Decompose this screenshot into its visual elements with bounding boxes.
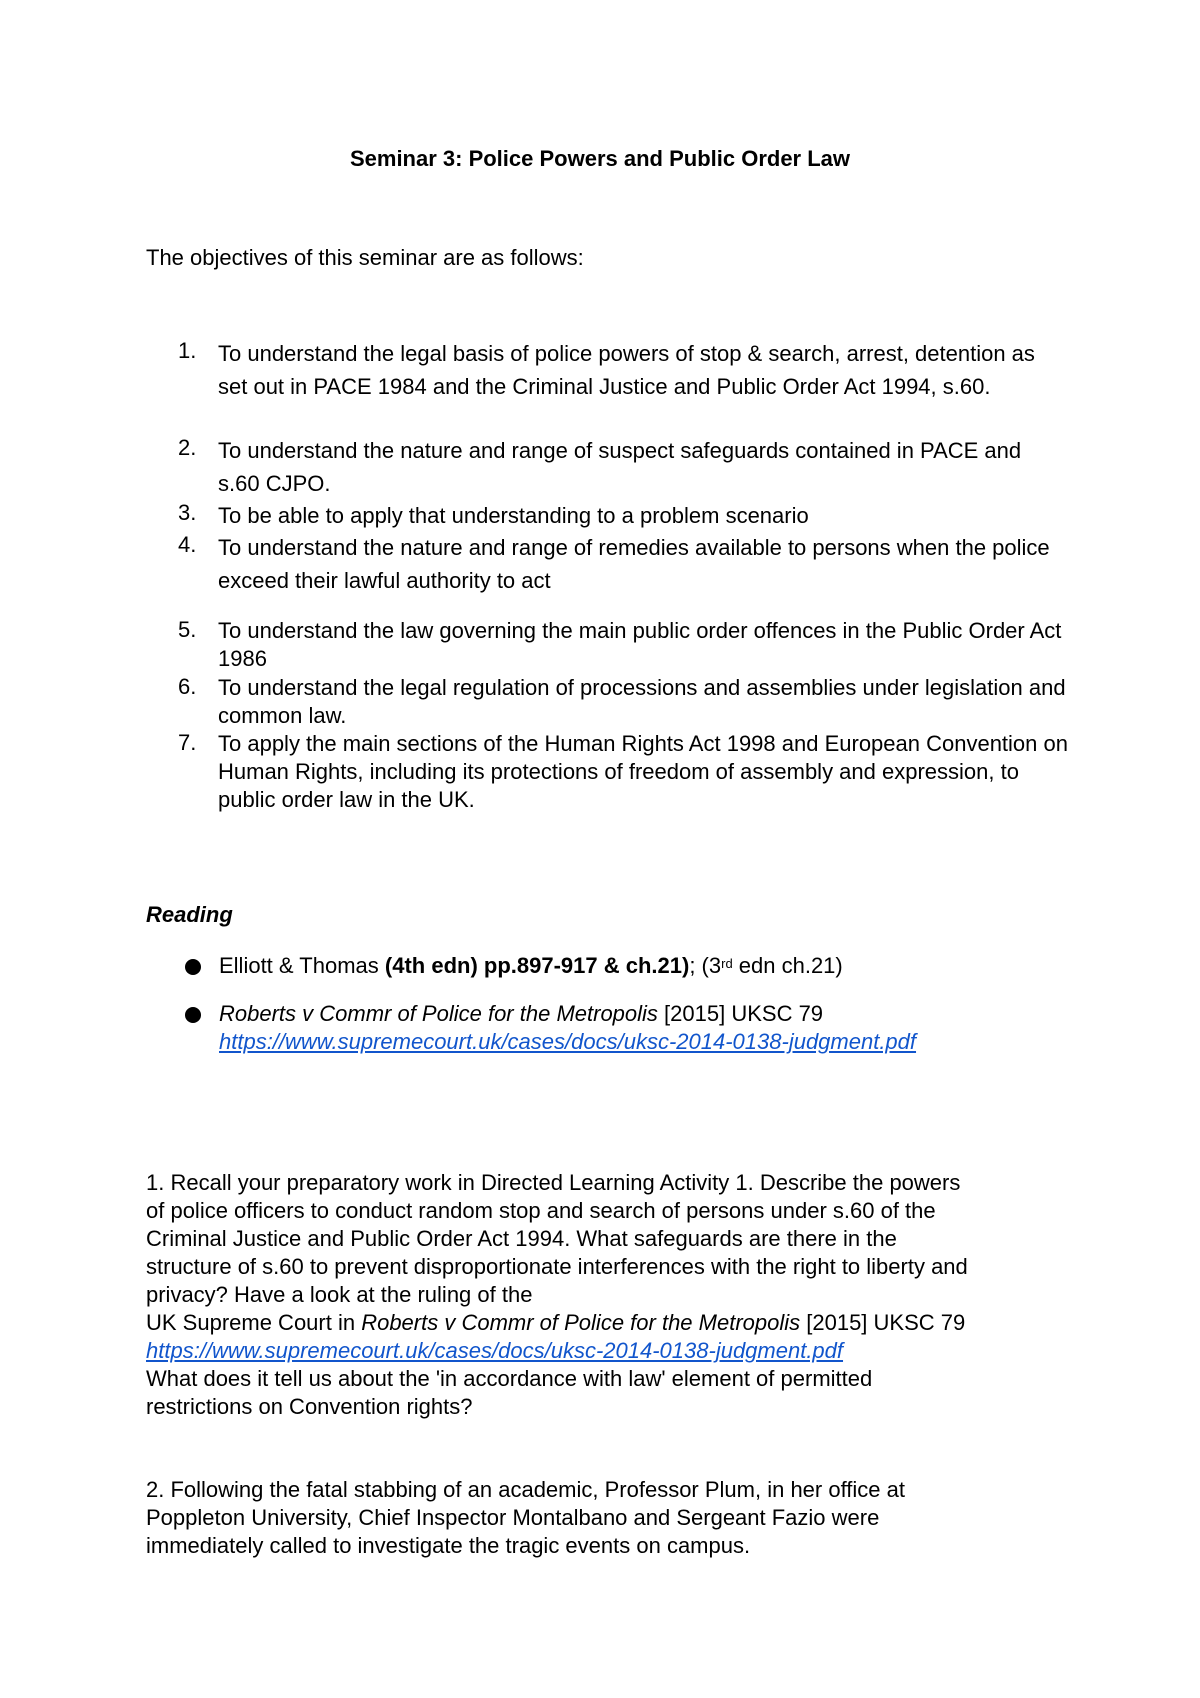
question-1-line: 1. Recall your preparatory work in Directed Learning Activity 1. Describe the powers <box>146 1170 961 1195</box>
objective-text: To understand the legal basis of police powers of stop & search, arrest, detention as set out in PACE 1984 and the Criminal Justice and Public Order Act 1994, s.60. <box>218 341 1035 399</box>
objective-number: 2. <box>178 435 197 460</box>
question-1-line: What does it tell us about the 'in accordance with law' element of permitted <box>146 1366 873 1391</box>
reading-item-text <box>219 952 1079 980</box>
objective-text: To apply the main sections of the Human Rights Act 1998 and European Convention on Human Rights, including its protections of freedom of assembly and expression, to public order law in the UK. <box>218 731 1068 812</box>
judgment-link[interactable]: https://www.supremecourt.uk/cases/docs/uksc-2014-0138-judgment.pdf <box>146 1338 844 1363</box>
question-2 <box>146 1476 1066 1560</box>
question-2-line: 2. Following the fatal stabbing of an academic, Professor Plum, in her office at <box>146 1477 905 1502</box>
question-2-line: Poppleton University, Chief Inspector Montalbano and Sergeant Fazio were <box>146 1505 880 1530</box>
case-name: Roberts v Commr of Police for the Metropolis <box>219 1001 658 1026</box>
bullet-icon <box>185 1007 201 1023</box>
question-1-court-line <box>146 1309 1066 1337</box>
objective-text: To be able to apply that understanding to a problem scenario <box>218 503 809 528</box>
reading-superscript: rd <box>721 956 733 971</box>
reading-author: Elliott & Thomas <box>219 953 385 978</box>
objective-number: 7. <box>178 730 197 755</box>
page-title: Seminar 3: Police Powers and Public Order Law <box>349 146 851 171</box>
objective-text: To understand the legal regulation of processions and assemblies under legislation and common law. <box>218 675 1066 728</box>
objective-number: 1. <box>178 338 197 363</box>
bullet-icon <box>185 959 201 975</box>
objective-text: To understand the law governing the main public order offences in the Public Order Act 1986 <box>218 618 1062 671</box>
objective-number: 6. <box>178 674 197 699</box>
intro-text: The objectives of this seminar are as follows: <box>146 245 584 270</box>
reading-separator: ; (3 <box>689 953 722 978</box>
reading-edition: (4th edn) pp.897-917 & ch.21) <box>384 953 690 978</box>
reading-item-text <box>219 1000 1079 1056</box>
question-1-line: Criminal Justice and Public Order Act 1994. What safeguards are there in the <box>146 1226 897 1251</box>
objective-number: 4. <box>178 532 197 557</box>
question-2-line: immediately called to investigate the tragic events on campus. <box>146 1533 751 1558</box>
objective-text: To understand the nature and range of suspect safeguards contained in PACE and s.60 CJPO. <box>218 438 1022 496</box>
objective-number: 3. <box>178 500 197 525</box>
question-1-line: structure of s.60 to prevent disproportionate interferences with the right to liberty and <box>146 1254 968 1279</box>
reading-alt-edition: edn ch.21) <box>732 953 843 978</box>
objective-text: To understand the nature and range of remedies available to persons when the police exceed their lawful authority to act <box>218 535 1050 593</box>
question-1 <box>146 1169 1066 1421</box>
judgment-link[interactable]: https://www.supremecourt.uk/cases/docs/uksc-2014-0138-judgment.pdf <box>219 1029 917 1054</box>
question-1-line: privacy? Have a look at the ruling of the <box>146 1282 533 1307</box>
case-citation: [2015] UKSC 79 <box>800 1310 966 1335</box>
question-1-line: restrictions on Convention rights? <box>146 1394 473 1419</box>
court-prefix: UK Supreme Court in <box>146 1310 362 1335</box>
question-1-line: of police officers to conduct random stop and search of persons under s.60 of the <box>146 1198 936 1223</box>
objective-number: 5. <box>178 617 197 642</box>
case-name: Roberts v Commr of Police for the Metropolis <box>361 1310 801 1335</box>
reading-heading: Reading <box>146 902 233 927</box>
case-citation: [2015] UKSC 79 <box>657 1001 824 1026</box>
